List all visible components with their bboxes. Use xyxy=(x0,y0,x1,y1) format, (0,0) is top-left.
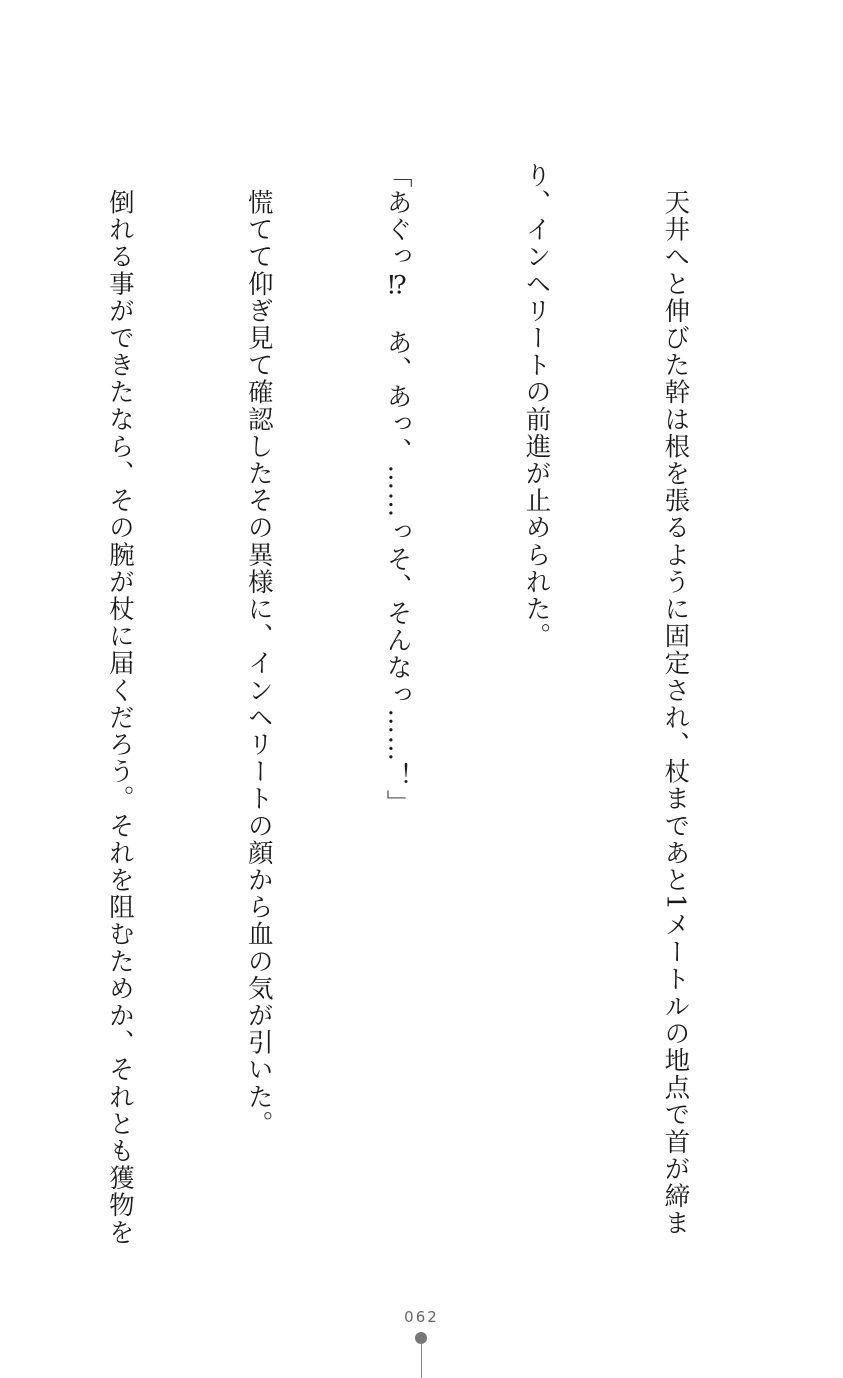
text-line: 倒れる事ができたなら、その腕が杖に届くだろう。それを阻むためか、それとも獲物を xyxy=(104,162,135,1246)
text-line xyxy=(0,162,4,1242)
page-number: 062 xyxy=(404,1308,439,1326)
text-line: 天井へと伸びた幹は根を張るように固定され、杖まであと1メートルの地点で首が締ま xyxy=(660,162,691,1237)
body-text xyxy=(0,162,791,1246)
text-line: り、インヘリートの前進が止められた。 xyxy=(521,162,552,650)
text-line: 「あぐっ⁉ あ、あっ、……っそ、そんなっ……！」 xyxy=(382,162,413,817)
text-line: 慌てて仰ぎ見て確認したその異様に、インヘリートの顔から血の気が引いた。 xyxy=(243,162,274,1138)
page-marker-line xyxy=(421,1343,422,1378)
